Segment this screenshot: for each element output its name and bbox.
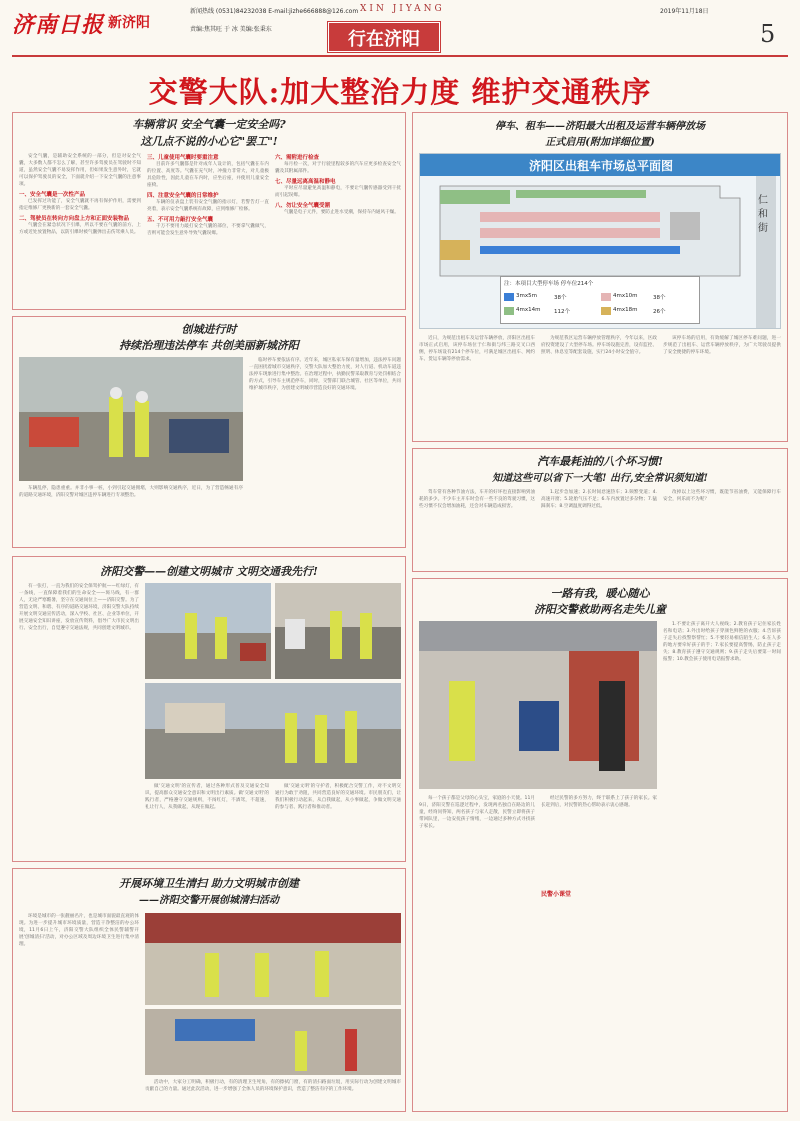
map-legend: [500, 276, 700, 324]
photo-illustration: [145, 683, 401, 779]
article-airbag-col-1: [19, 153, 141, 307]
photo-police-street-1: [145, 583, 271, 679]
article-airbag-title-2: 这几点不说的小心它"罢工"!: [140, 135, 278, 148]
legend-count: 38个: [653, 295, 666, 301]
paragraph: 安全气囊，是辅助安全系统的一部分，但是对安全气囊，大多数人都不怎么了解，甚至许多驾驶员在驾驶时不知道，虽然安全气囊不易发挥作用，但如果发生意外时，它就可以保护驾驶员的安全，下面就介绍一下安全气囊的注意事项。: [19, 154, 141, 187]
map-road-label: 仁和街: [758, 195, 768, 234]
subhead: 五、不可用力敲打安全气囊: [147, 217, 214, 223]
article-parking-lot-body-2: 为规范我区运营车辆停放管理秩序，今年以来，区政府投资建设了大型停车场。停车场设施完善，设有监控、照明、休息室等配套设施，实行24小时安全值守。: [541, 336, 657, 355]
main-headline: 交警大队:加大整治力度 维护交通秩序: [148, 75, 652, 109]
article-lost-children-body: 每一个孩子都是父母的心头宝，家庭的小天使。11月9日，济阳交警在巡逻过程中，发现两名独自在路边的儿童，经询问得知，两名孩子与家人走散，民警立即将孩子带回队里，一边安抚孩子情绪，一边通过多种方式寻找孩子家长。: [419, 796, 535, 829]
article-parking-lot-body-3: 该停车场的启用，有效缓解了城区停车难问题，进一步规范了出租车、运营车辆停放秩序，为广大驾驶员提供了安全便捷的停车环境。: [663, 336, 781, 355]
map-title: 济阳区出租车市场总平面图: [528, 159, 673, 173]
tips-title: 民警小课堂: [541, 891, 572, 898]
photo-illustration: [145, 1009, 401, 1075]
hotline: 新闻热线 (0531)84232038 E-mail:jizhe666888@126.com: [190, 8, 359, 15]
legend-size: 4mx18m: [613, 307, 638, 313]
tips-box: [541, 889, 657, 1107]
article-parking-body: 临时停车要依法有序。近年来，城区私家车保有量增加，违法停车问题一直困扰着城市交通秩序，交警大队加大整治力度，对人行道、机动车道违法停车现象进行集中整治。在治理过程中，执勤民警采取教育与处罚相结合的方式，引导车主规范停车，同时，交警部门联合城管、社区等单位，共同维护城市秩序，为创建文明城市营造良好的交通环境。: [249, 358, 401, 391]
paragraph: 气囊会在紧急状况下引爆，所以不要在气囊的前方、上方或近处放置物品，以防引爆时被气囊弹出击伤驾乘人员。: [19, 223, 141, 235]
subhead: 三、儿童使用气囊时要重注意: [147, 155, 219, 161]
article-cleanup-body: 环境是城市的一张靓丽名片，也是城市面貌最直观的体现。为进一步提升城市环境质量，营造干净整洁的办公环境，11月6日上午，济阳交警大队组织全体民警辅警开展'创城清扫'活动，对办公区域及周边环境卫生进行集中清理。: [19, 914, 139, 947]
pinyin-label: XIN JIYANG: [360, 4, 445, 14]
legend-size: 4mx14m: [516, 307, 541, 313]
photo-illustration: [419, 621, 657, 789]
legend-size: 3mx5m: [516, 293, 537, 299]
article-parking: [12, 316, 406, 548]
masthead: [0, 0, 800, 66]
subhead: 七、尽量远离高温和静电: [275, 179, 336, 185]
photo-illustration: [275, 583, 401, 679]
legend-item: [504, 291, 600, 303]
article-airbag: [12, 112, 406, 310]
article-parking-lot-body: 近日，为规范出租车及运营车辆停放，济阳区出租车市场正式启用，该停车场位于仁和街与纬三路交叉口西侧，停车场设有214个停车位，可满足城区出租车、网约车、货运车辆等停放需求。: [419, 336, 535, 362]
article-parking-lot-title-2: 正式启用(附加详细位置): [545, 137, 655, 148]
photo-lost-children: [419, 621, 657, 789]
subhead: 二、驾驶员在转向方向盘上方和正面安装物品: [19, 216, 130, 222]
article-airbag-col-2: [147, 153, 269, 307]
article-parking-lot-title-1: 停车、租车——济阳最大出租及运营车辆停放场: [495, 121, 705, 132]
article-fuel-body: 驾车常有各种节油方法，车开的好坏也直接影响到油耗的多少。不少车主开车时会有一些不良的驾驶习惯，这些习惯不仅会增加油耗，还会对车辆造成损害。: [419, 490, 535, 509]
legend-swatch: [504, 293, 514, 301]
article-civilization-body: 有一张打，一直为我们的安全保驾护航——红绿灯，有一条线，一直保障着我们的生命安全——斑马线，有一群人，无论严寒酷暑，坚守在交通岗位上——济阳交警。为了营造文明、和谐、有序的道路交通环境，济阳交警大队持续开展文明交通宣传活动，深入学校、社区、企业等单位，开展交通安全知识讲座，发放宣传资料，倡导广大市民文明出行、安全出行，自觉遵守交通法规，共同创建文明城市。: [19, 584, 139, 631]
article-parking-subtitle: 持续治理违法停车 共创美丽新城济阳: [119, 339, 299, 352]
page-number: 5: [760, 20, 776, 48]
newspaper-logo: 济南日报: [12, 12, 105, 38]
photo-illustration: [19, 357, 243, 481]
subhead: 六、需附进行检查: [275, 155, 320, 161]
article-cleanup-subtitle: ——济阳交警开展创城清扫活动: [139, 895, 279, 906]
article-cleanup-title: 开展环境卫生清扫 助力文明城市创建: [119, 877, 299, 890]
photo-police-parking: [19, 357, 243, 481]
paragraph: 气囊是电子元件，要防止进水受潮，保持车内通风干燥。: [284, 210, 399, 215]
article-civilization-body-3: 做'交通文明'的守护者，积极配合交警工作，对不文明交通行为敢于劝阻，共同营造良好的交通环境。市民朋友们，让我们积极行动起来，从自我做起，从小事做起，争做文明交通的参与者、践行者和推动者。: [275, 784, 401, 810]
legend-swatch: [601, 293, 611, 301]
article-cleanup: [12, 868, 406, 1112]
legend-count: 112个: [554, 309, 570, 315]
legend-count: 26个: [653, 309, 666, 315]
photo-police-street-2: [275, 583, 401, 679]
article-civilization-body-2: 做'交通文明'的宣传者，通过各种形式普及交通安全知识，提高群众交通安全意识和文明出行素质。做'交通文明'的践行者，严格遵守交通规则，不闯红灯，不酒驾，不超速，礼让行人，从我做起，从现在做起。: [145, 784, 269, 810]
subhead: 八、勿让安全气囊受潮: [275, 203, 331, 209]
site-plan-map: [419, 153, 781, 329]
paragraph: 每月检一次，对于行驶里程较多的汽车应更多检查安全气囊及其附属部件。: [275, 162, 401, 174]
paragraph: 平时应尽量避免高温和静电，不要让气囊传感器受到干扰而引起误爆。: [275, 186, 401, 198]
article-fuel-list: 1.起步急加速；2.长时间怠速热车；3.频繁变道；4.高速开窗；5.轮胎气压不足；6.车内放置过多杂物；7.猛踩刹车；8.空调温度调得过低。: [541, 490, 657, 509]
article-airbag-col-3: [275, 153, 401, 307]
legend-swatch: [601, 307, 611, 315]
article-parking-lot: [412, 112, 788, 442]
subhead: 一、安全气囊是一次性产品: [19, 192, 86, 198]
article-parking-title: 创城进行时: [181, 323, 237, 336]
tips-list: 1.不要让孩子离开大人视线；2.教育孩子记住家长姓名和电话；3.外出时给孩子穿颜色鲜艳的衣服；4.告诉孩子走失后找警察帮忙；5.不要轻易相信陌生人；6.在人多的地方要牵好孩子的手；7.家长要提高警惕，防止孩子走失；8.教育孩子遵守交通规则；9.孩子走失后要第一时间报警；10.教会孩子使用电话报警求助。: [663, 622, 781, 662]
edition-name: 新济阳: [108, 15, 150, 31]
photo-illustration: [145, 583, 271, 679]
legend-count: 38个: [554, 295, 567, 301]
article-fuel-body-2: 改掉以上这些坏习惯，既能节省油费，又能保障行车安全，何乐而不为呢？: [663, 490, 781, 502]
paragraph: 千万不要用力敲打安全气囊的部位，不要拿气囊做气，否则可能会发生意外导致气囊误爆。: [147, 224, 269, 236]
article-civilization: [12, 556, 406, 862]
article-cleanup-body-2: 活动中，大家分工明确，积极行动，有的清理卫生死角，有的擦拭门窗，有的清扫路面垃圾，用实际行动为创建文明城市贡献自己的力量。通过此次活动，进一步增强了全体人员的环境保护意识，营造了整洁有序的工作环境。: [145, 1080, 401, 1092]
legend-item: [601, 291, 697, 303]
article-lost-children-body-2: 经过民警的多方努力，终于联系上了孩子的家长。家长赶到后，对民警的热心帮助表示衷心感谢。: [541, 796, 657, 808]
legend-title: 注：本项目大型停车场 停车位214个: [504, 281, 594, 287]
article-fuel: [412, 448, 788, 572]
photo-illustration: [145, 913, 401, 1005]
paragraph: 车辆的仪表盘上装有安全气囊的指示灯，若警告灯一直亮着，表示安全气囊系统有故障，应到维修厂检修。: [147, 200, 269, 212]
article-airbag-title-1: 车辆常识 安全气囊一定安全吗?: [132, 118, 286, 131]
photo-police-street-3: [145, 683, 401, 779]
paragraph: 已发挥过功能了，安全气囊就不再有保护作用，需要到指定维修厂更换新的一套安全气囊。: [19, 199, 141, 211]
article-lost-children-title: 一路有我，暖心随心: [550, 587, 650, 600]
legend-size: 4mx10m: [613, 293, 638, 299]
legend-item: [601, 305, 697, 317]
article-civilization-title: 济阳交警——创建文明城市 文明交通我先行!: [100, 565, 318, 578]
issue-date: 2019年11月18日: [660, 8, 709, 15]
paragraph: 目前许多气囊都是针对成年人设计的，包括气囊在车内的位置、高度等。气囊在充气时，冲撞力非常大，对儿童极具危险性，因此儿童在车内时，应坐后座，并使用儿童安全座椅。: [147, 162, 269, 188]
photo-cleanup-2: [145, 1009, 401, 1075]
photo-caption: 车辆乱停，隐患重重。并非小事一桩，小到引起交通拥堵，大则影响交通秩序，近日，为了营造畅通有序的道路交通环境，济阳交警对城区违停车辆进行专项整治。: [19, 486, 243, 498]
article-fuel-title: 汽车最耗油的八个坏习惯!: [537, 455, 663, 468]
section-tag: 行在济阳: [348, 29, 420, 50]
masthead-rule: [12, 55, 788, 57]
editors: 责编:焦其旺 于 冰 美编:张秉东: [190, 26, 272, 33]
article-lost-children: [412, 578, 788, 1112]
legend-item: [504, 305, 600, 317]
legend-swatch: [504, 307, 514, 315]
article-lost-children-subtitle: 济阳交警救助两名走失儿童: [534, 603, 666, 616]
subhead: 四、注意安全气囊的日常维护: [147, 193, 219, 199]
photo-cleanup-1: [145, 913, 401, 1005]
article-fuel-subtitle: 知道这些可以省下一大笔! 出行,安全常识须知道!: [492, 473, 708, 484]
